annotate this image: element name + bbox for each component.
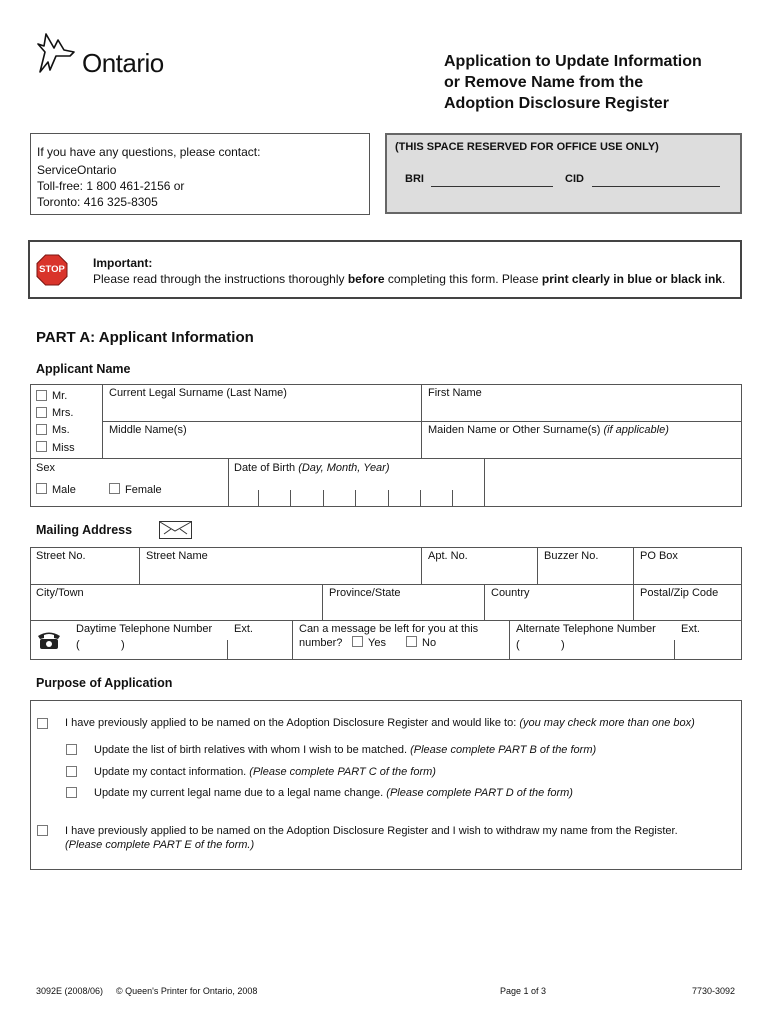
form-title <box>444 51 702 114</box>
title-line-2: or Remove Name from the <box>444 74 644 91</box>
daytime-ext-field[interactable] <box>230 640 290 658</box>
office-use-heading: (THIS SPACE RESERVED FOR OFFICE USE ONLY) <box>395 141 659 153</box>
purpose-withdraw-text: I have previously applied to be named on the Adoption Disclosure Register and I wish to withdraw my name from the Register. <box>65 825 678 837</box>
first-name-field[interactable]: First Name <box>428 387 482 399</box>
title-line-3: Adoption Disclosure Register <box>444 95 669 112</box>
contact-toronto: Toronto: 416 325-8305 <box>37 195 158 209</box>
purpose-withdraw-note: (Please complete PART E of the form.) <box>65 839 255 851</box>
province-field[interactable]: Province/State <box>329 587 401 599</box>
title-miss-checkbox[interactable] <box>36 441 47 452</box>
update-relatives-text: Update the list of birth relatives with whom I wish to be matched. (Please complete PART B of the form) <box>94 744 597 756</box>
alternate-phone-field[interactable] <box>524 638 670 656</box>
update-relatives-checkbox[interactable] <box>66 744 77 755</box>
cid-field[interactable] <box>592 186 720 187</box>
title-mrs-checkbox[interactable] <box>36 407 47 418</box>
daytime-ext-label: Ext. <box>234 623 253 635</box>
alternate-ext-field[interactable] <box>677 640 739 658</box>
important-box <box>28 240 742 299</box>
update-contact-checkbox[interactable] <box>66 766 77 777</box>
message-no-label: No <box>422 637 437 649</box>
sex-male-checkbox[interactable] <box>36 483 47 494</box>
footer-code: 7730-3092 <box>692 986 736 996</box>
dob-field[interactable] <box>258 490 478 506</box>
mailing-address-heading: Mailing Address <box>36 523 133 537</box>
country-field[interactable]: Country <box>491 587 530 599</box>
alternate-phone-paren-open: ( <box>516 639 520 651</box>
title-ms-checkbox[interactable] <box>36 424 47 435</box>
bri-field[interactable] <box>431 186 553 187</box>
alternate-phone-paren-close: ) <box>561 639 565 651</box>
stop-sign-icon <box>36 254 68 286</box>
buzzer-no-field[interactable]: Buzzer No. <box>544 550 599 562</box>
sex-label: Sex <box>36 462 55 474</box>
middle-names-field[interactable]: Middle Name(s) <box>109 424 187 436</box>
apt-no-field[interactable]: Apt. No. <box>428 550 468 562</box>
purpose-withdraw-checkbox[interactable] <box>37 825 48 836</box>
message-yes-checkbox[interactable] <box>352 636 363 647</box>
title-mrs-label: Mrs. <box>52 407 74 419</box>
alternate-phone-label: Alternate Telephone Number <box>516 623 656 635</box>
purpose-update-text: I have previously applied to be named on the Adoption Disclosure Register and would like to: (you may check more than one box) <box>65 717 695 729</box>
update-name-text: Update my current legal name due to a legal name change. (Please complete PART D of the form) <box>94 787 573 799</box>
bri-label: BRI <box>405 173 424 185</box>
dob-label: Date of Birth (Day, Month, Year) <box>234 462 390 474</box>
part-a-heading: PART A: Applicant Information <box>36 329 254 346</box>
message-question-line-2: number? <box>299 637 343 649</box>
postal-code-field[interactable]: Postal/Zip Code <box>640 587 719 599</box>
maiden-name-field[interactable]: Maiden Name or Other Surname(s) (if applicable) <box>428 424 669 436</box>
office-use-box <box>385 133 742 214</box>
title-mr-label: Mr. <box>52 390 68 402</box>
cid-label: CID <box>565 173 584 185</box>
current-surname-field[interactable]: Current Legal Surname (Last Name) <box>109 387 287 399</box>
contact-intro: If you have any questions, please contact: <box>37 145 261 159</box>
street-no-field[interactable]: Street No. <box>36 550 86 562</box>
important-text: Please read through the instructions thoroughly before completing this form. Please print clearly in blue or black ink. <box>93 272 726 286</box>
update-contact-text: Update my contact information. (Please complete PART C of the form) <box>94 766 436 778</box>
title-miss-label: Miss <box>52 442 75 454</box>
street-name-field[interactable]: Street Name <box>146 550 208 562</box>
daytime-phone-paren-close: ) <box>121 639 125 651</box>
brand-name: Ontario <box>82 48 164 78</box>
message-no-checkbox[interactable] <box>406 636 417 647</box>
alternate-ext-label: Ext. <box>681 623 700 635</box>
sex-female-label: Female <box>125 484 162 496</box>
city-field[interactable]: City/Town <box>36 587 84 599</box>
sex-male-label: Male <box>52 484 76 496</box>
important-heading: Important: <box>93 256 153 270</box>
stop-sign-text: STOP <box>39 264 65 275</box>
title-mr-checkbox[interactable] <box>36 390 47 401</box>
message-yes-label: Yes <box>368 637 386 649</box>
footer-form-number: 3092E (2008/06) <box>36 986 104 996</box>
purpose-update-checkbox[interactable] <box>37 718 48 729</box>
telephone-icon <box>36 630 62 650</box>
contact-box <box>30 133 370 215</box>
title-ms-label: Ms. <box>52 424 70 436</box>
contact-tollfree: Toll-free: 1 800 461-2156 or <box>37 179 185 193</box>
envelope-icon <box>159 521 192 539</box>
update-name-checkbox[interactable] <box>66 787 77 798</box>
daytime-phone-paren-open: ( <box>76 639 80 651</box>
footer-page-number: Page 1 of 3 <box>500 986 547 996</box>
po-box-field[interactable]: PO Box <box>640 550 678 562</box>
daytime-phone-label: Daytime Telephone Number <box>76 623 213 635</box>
daytime-phone-field[interactable] <box>84 638 224 656</box>
message-question-line-1: Can a message be left for you at this <box>299 623 479 635</box>
title-line-1: Application to Update Information <box>444 53 702 70</box>
contact-org: ServiceOntario <box>37 163 117 177</box>
purpose-heading: Purpose of Application <box>36 676 173 690</box>
sex-female-checkbox[interactable] <box>109 483 120 494</box>
applicant-name-heading: Applicant Name <box>36 362 131 376</box>
footer-copyright: © Queen's Printer for Ontario, 2008 <box>116 986 258 996</box>
ontario-logo <box>36 32 176 80</box>
trillium-icon <box>36 32 82 78</box>
